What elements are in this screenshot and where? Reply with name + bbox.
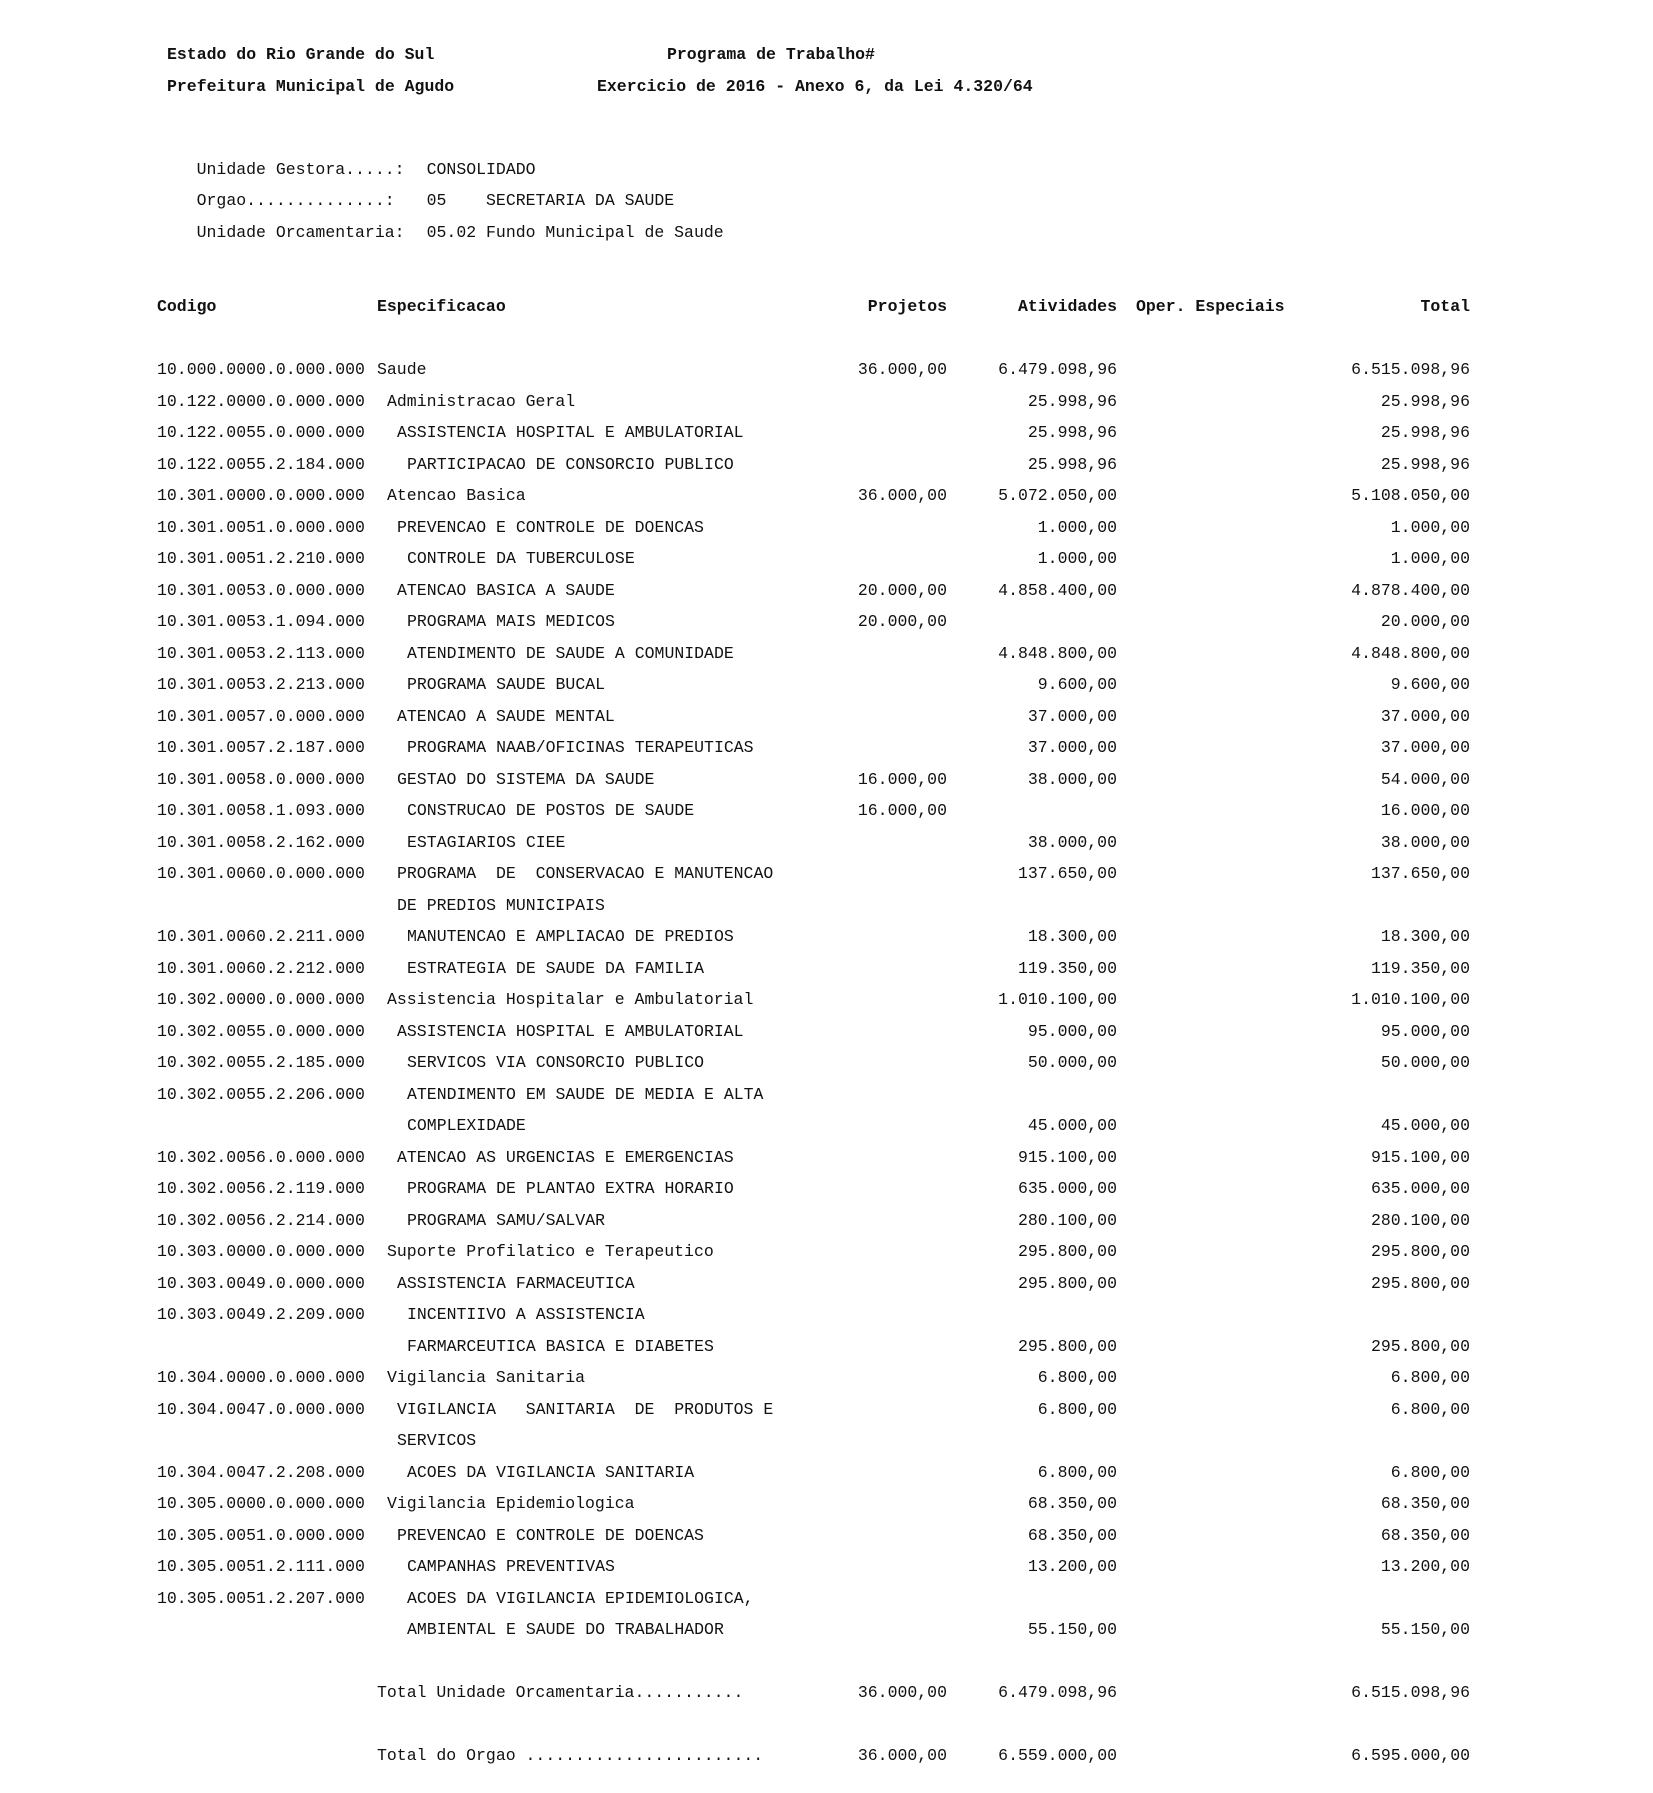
row-especificacao: Vigilancia Sanitaria: [387, 1368, 586, 1387]
table-row: [0, 1620, 1653, 1640]
row-especificacao: Suporte Profilatico e Terapeutico: [387, 1242, 714, 1261]
table-row: [0, 1368, 1653, 1388]
row-especificacao: Vigilancia Epidemiologica: [387, 1494, 635, 1513]
row-code: 10.302.0056.2.214.000: [157, 1211, 365, 1230]
table-row: [0, 423, 1653, 443]
state-name: Estado do Rio Grande do Sul: [167, 45, 435, 64]
row-total: 13.200,00: [1380, 1557, 1470, 1576]
table-row: [0, 801, 1653, 821]
table-row: [0, 1242, 1653, 1262]
table-row: [0, 612, 1653, 632]
table-row: [0, 738, 1653, 758]
row-especificacao: PROGRAMA SAUDE BUCAL: [407, 675, 606, 694]
total-total: 6.595.000,00: [1351, 1746, 1470, 1765]
row-total: 635.000,00: [1370, 1179, 1470, 1198]
row-total: 95.000,00: [1380, 1022, 1470, 1041]
row-atividades: 50.000,00: [1027, 1053, 1117, 1072]
row-atividades: 6.800,00: [1037, 1400, 1117, 1419]
row-code: 10.301.0060.0.000.000: [157, 864, 365, 883]
row-especificacao: ATENCAO BASICA A SAUDE: [397, 581, 615, 600]
table-row: [0, 1494, 1653, 1514]
row-total: 68.350,00: [1380, 1526, 1470, 1545]
row-total: 16.000,00: [1380, 801, 1470, 820]
row-atividades: 295.800,00: [1017, 1242, 1117, 1261]
table-row: [0, 581, 1653, 601]
row-especificacao: ATENCAO AS URGENCIAS E EMERGENCIAS: [397, 1148, 734, 1167]
row-code: 10.303.0000.0.000.000: [157, 1242, 365, 1261]
row-especificacao: ASSISTENCIA HOSPITAL E AMBULATORIAL: [397, 1022, 744, 1041]
row-total: 119.350,00: [1370, 959, 1470, 978]
table-row: [0, 1179, 1653, 1199]
row-code: 10.301.0057.0.000.000: [157, 707, 365, 726]
total-projetos: 36.000,00: [857, 1683, 947, 1702]
row-atividades: 25.998,96: [1027, 423, 1117, 442]
total-label: Total do Orgao ........................: [377, 1746, 764, 1765]
row-atividades: 295.800,00: [1017, 1337, 1117, 1356]
row-code: 10.301.0058.1.093.000: [157, 801, 365, 820]
table-row: [0, 1400, 1653, 1420]
table-row: [0, 518, 1653, 538]
row-code: 10.303.0049.0.000.000: [157, 1274, 365, 1293]
unidade-gestora-label: Unidade Gestora.....:: [196, 160, 405, 179]
row-especificacao: PROGRAMA MAIS MEDICOS: [407, 612, 615, 631]
row-especificacao: GESTAO DO SISTEMA DA SAUDE: [397, 770, 655, 789]
row-projetos: 36.000,00: [857, 486, 947, 505]
row-projetos: 20.000,00: [857, 581, 947, 600]
row-code: 10.122.0055.2.184.000: [157, 455, 365, 474]
row-atividades: 38.000,00: [1027, 770, 1117, 789]
table-row: [0, 1116, 1653, 1136]
row-atividades: 1.000,00: [1037, 549, 1117, 568]
row-atividades: 137.650,00: [1017, 864, 1117, 883]
row-total: 137.650,00: [1370, 864, 1470, 883]
table-row: [0, 1526, 1653, 1546]
row-code: 10.305.0051.2.207.000: [157, 1589, 365, 1608]
row-especificacao: SERVICOS: [397, 1431, 477, 1450]
row-atividades: 280.100,00: [1017, 1211, 1117, 1230]
row-total: 50.000,00: [1380, 1053, 1470, 1072]
table-row: [0, 896, 1653, 916]
table-row: [0, 360, 1653, 380]
row-total: 55.150,00: [1380, 1620, 1470, 1639]
row-code: 10.304.0000.0.000.000: [157, 1368, 365, 1387]
row-especificacao: CAMPANHAS PREVENTIVAS: [407, 1557, 615, 1576]
table-row: [0, 833, 1653, 853]
row-code: 10.305.0000.0.000.000: [157, 1494, 365, 1513]
row-total: 6.800,00: [1390, 1368, 1470, 1387]
row-projetos: 16.000,00: [857, 770, 947, 789]
row-especificacao: PARTICIPACAO DE CONSORCIO PUBLICO: [407, 455, 734, 474]
unidade-orcamentaria-line: [157, 203, 724, 263]
table-row: [0, 486, 1653, 506]
row-atividades: 95.000,00: [1027, 1022, 1117, 1041]
row-especificacao: CONSTRUCAO DE POSTOS DE SAUDE: [407, 801, 695, 820]
column-header-especificacao: Especificacao: [377, 297, 506, 316]
row-especificacao: PREVENCAO E CONTROLE DE DOENCAS: [397, 1526, 704, 1545]
row-atividades: 5.072.050,00: [998, 486, 1117, 505]
row-especificacao: DE PREDIOS MUNICIPAIS: [397, 896, 605, 915]
row-especificacao: MANUTENCAO E AMPLIACAO DE PREDIOS: [407, 927, 734, 946]
row-total: 1.000,00: [1390, 518, 1470, 537]
row-total: 915.100,00: [1370, 1148, 1470, 1167]
row-atividades: 6.479.098,96: [998, 360, 1117, 379]
total-label: Total Unidade Orcamentaria...........: [377, 1683, 744, 1702]
table-row: [0, 675, 1653, 695]
row-code: 10.302.0055.2.206.000: [157, 1085, 365, 1104]
table-row: [0, 770, 1653, 790]
row-atividades: 37.000,00: [1027, 738, 1117, 757]
total-projetos: 36.000,00: [857, 1746, 947, 1765]
row-atividades: 37.000,00: [1027, 707, 1117, 726]
row-code: 10.301.0053.1.094.000: [157, 612, 365, 631]
row-especificacao: ASSISTENCIA HOSPITAL E AMBULATORIAL: [397, 423, 744, 442]
row-atividades: 4.848.800,00: [998, 644, 1117, 663]
row-especificacao: INCENTIIVO A ASSISTENCIA: [407, 1305, 645, 1324]
table-row: [0, 1274, 1653, 1294]
row-total: 6.800,00: [1390, 1463, 1470, 1482]
table-row: [0, 1431, 1653, 1451]
total-row: [0, 1746, 1653, 1766]
table-row: [0, 1589, 1653, 1609]
table-row: [0, 959, 1653, 979]
municipality-name: Prefeitura Municipal de Agudo: [167, 77, 455, 96]
total-row: [0, 1683, 1653, 1703]
row-especificacao: CONTROLE DA TUBERCULOSE: [407, 549, 635, 568]
row-code: 10.302.0000.0.000.000: [157, 990, 365, 1009]
table-row: [0, 1148, 1653, 1168]
table-row: [0, 1022, 1653, 1042]
table-row: [0, 1337, 1653, 1357]
row-code: 10.305.0051.2.111.000: [157, 1557, 365, 1576]
row-total: 25.998,96: [1380, 455, 1470, 474]
row-code: 10.301.0060.2.212.000: [157, 959, 365, 978]
row-total: 20.000,00: [1380, 612, 1470, 631]
table-row: [0, 1053, 1653, 1073]
row-total: 6.800,00: [1390, 1400, 1470, 1419]
row-especificacao: PROGRAMA SAMU/SALVAR: [407, 1211, 606, 1230]
row-code: 10.304.0047.0.000.000: [157, 1400, 365, 1419]
column-header-codigo: Codigo: [157, 297, 217, 316]
row-code: 10.301.0000.0.000.000: [157, 486, 365, 505]
row-atividades: 68.350,00: [1027, 1526, 1117, 1545]
row-especificacao: ESTRATEGIA DE SAUDE DA FAMILIA: [407, 959, 705, 978]
row-total: 4.878.400,00: [1351, 581, 1470, 600]
row-especificacao: ATENDIMENTO EM SAUDE DE MEDIA E ALTA: [407, 1085, 764, 1104]
row-atividades: 25.998,96: [1027, 392, 1117, 411]
table-row: [0, 549, 1653, 569]
row-code: 10.302.0055.0.000.000: [157, 1022, 365, 1041]
row-projetos: 20.000,00: [857, 612, 947, 631]
row-atividades: 55.150,00: [1027, 1620, 1117, 1639]
row-total: 38.000,00: [1380, 833, 1470, 852]
row-code: 10.302.0055.2.185.000: [157, 1053, 365, 1072]
row-especificacao: PROGRAMA DE CONSERVACAO E MANUTENCAO: [397, 864, 774, 883]
orgao-value: 05 SECRETARIA DA SAUDE: [426, 191, 675, 210]
row-atividades: 6.800,00: [1037, 1463, 1117, 1482]
row-code: 10.305.0051.0.000.000: [157, 1526, 365, 1545]
exercise-title: Exercicio de 2016 - Anexo 6, da Lei 4.320/64: [597, 77, 1033, 96]
row-total: 295.800,00: [1370, 1337, 1470, 1356]
row-code: 10.301.0053.2.213.000: [157, 675, 365, 694]
row-total: 18.300,00: [1380, 927, 1470, 946]
row-especificacao: VIGILANCIA SANITARIA DE PRODUTOS E: [397, 1400, 774, 1419]
row-total: 280.100,00: [1370, 1211, 1470, 1230]
row-especificacao: PROGRAMA DE PLANTAO EXTRA HORARIO: [407, 1179, 734, 1198]
total-atividades: 6.559.000,00: [998, 1746, 1117, 1765]
unidade-gestora-value: CONSOLIDADO: [426, 160, 536, 179]
row-code: 10.000.0000.0.000.000: [157, 360, 365, 379]
row-code: 10.122.0055.0.000.000: [157, 423, 365, 442]
row-total: 1.000,00: [1390, 549, 1470, 568]
row-especificacao: COMPLEXIDADE: [407, 1116, 526, 1135]
column-header-atividades: Atividades: [1017, 297, 1117, 316]
row-code: 10.301.0060.2.211.000: [157, 927, 365, 946]
table-row: [0, 1463, 1653, 1483]
column-header-total: Total: [1420, 297, 1470, 316]
table-row: [0, 990, 1653, 1010]
row-especificacao: Saude: [377, 360, 427, 379]
row-code: 10.301.0051.2.210.000: [157, 549, 365, 568]
row-atividades: 6.800,00: [1037, 1368, 1117, 1387]
row-code: 10.301.0053.0.000.000: [157, 581, 365, 600]
row-total: 37.000,00: [1380, 738, 1470, 757]
row-total: 25.998,96: [1380, 423, 1470, 442]
row-total: 37.000,00: [1380, 707, 1470, 726]
row-code: 10.301.0057.2.187.000: [157, 738, 365, 757]
row-especificacao: ACOES DA VIGILANCIA EPIDEMIOLOGICA,: [407, 1589, 754, 1608]
row-code: 10.301.0053.2.113.000: [157, 644, 365, 663]
table-row: [0, 927, 1653, 947]
row-code: 10.304.0047.2.208.000: [157, 1463, 365, 1482]
total-atividades: 6.479.098,96: [998, 1683, 1117, 1702]
orgao-label: Orgao..............:: [196, 191, 395, 210]
table-row: [0, 455, 1653, 475]
program-title: Programa de Trabalho#: [667, 45, 875, 64]
row-total: 295.800,00: [1370, 1242, 1470, 1261]
row-especificacao: ASSISTENCIA FARMACEUTICA: [397, 1274, 635, 1293]
row-total: 68.350,00: [1380, 1494, 1470, 1513]
row-atividades: 1.000,00: [1037, 518, 1117, 537]
row-especificacao: FARMARCEUTICA BASICA E DIABETES: [407, 1337, 714, 1356]
row-atividades: 635.000,00: [1017, 1179, 1117, 1198]
table-row: [0, 644, 1653, 664]
row-atividades: 1.010.100,00: [998, 990, 1117, 1009]
row-total: 6.515.098,96: [1351, 360, 1470, 379]
row-atividades: 68.350,00: [1027, 1494, 1117, 1513]
row-total: 25.998,96: [1380, 392, 1470, 411]
row-atividades: 38.000,00: [1027, 833, 1117, 852]
row-especificacao: ESTAGIARIOS CIEE: [407, 833, 566, 852]
table-row: [0, 1557, 1653, 1577]
table-row: [0, 392, 1653, 412]
row-total: 9.600,00: [1390, 675, 1470, 694]
row-total: 295.800,00: [1370, 1274, 1470, 1293]
row-atividades: 45.000,00: [1027, 1116, 1117, 1135]
unidade-orcamentaria-value: 05.02 Fundo Municipal de Saude: [426, 223, 724, 242]
row-code: 10.302.0056.0.000.000: [157, 1148, 365, 1167]
column-header-projetos: Projetos: [867, 297, 947, 316]
row-code: 10.302.0056.2.119.000: [157, 1179, 365, 1198]
row-especificacao: ACOES DA VIGILANCIA SANITARIA: [407, 1463, 695, 1482]
row-total: 4.848.800,00: [1351, 644, 1470, 663]
row-atividades: 9.600,00: [1037, 675, 1117, 694]
table-row: [0, 1305, 1653, 1325]
row-especificacao: PREVENCAO E CONTROLE DE DOENCAS: [397, 518, 704, 537]
row-code: 10.303.0049.2.209.000: [157, 1305, 365, 1324]
row-especificacao: Assistencia Hospitalar e Ambulatorial: [387, 990, 754, 1009]
unidade-orcamentaria-label: Unidade Orcamentaria:: [196, 223, 405, 242]
row-projetos: 36.000,00: [857, 360, 947, 379]
row-especificacao: ATENDIMENTO DE SAUDE A COMUNIDADE: [407, 644, 734, 663]
row-projetos: 16.000,00: [857, 801, 947, 820]
row-total: 54.000,00: [1380, 770, 1470, 789]
row-especificacao: Atencao Basica: [387, 486, 526, 505]
row-atividades: 18.300,00: [1027, 927, 1117, 946]
row-total: 45.000,00: [1380, 1116, 1470, 1135]
row-code: 10.301.0058.0.000.000: [157, 770, 365, 789]
row-total: 1.010.100,00: [1351, 990, 1470, 1009]
row-atividades: 295.800,00: [1017, 1274, 1117, 1293]
row-code: 10.301.0058.2.162.000: [157, 833, 365, 852]
row-atividades: 119.350,00: [1017, 959, 1117, 978]
row-especificacao: Administracao Geral: [387, 392, 576, 411]
row-especificacao: AMBIENTAL E SAUDE DO TRABALHADOR: [407, 1620, 724, 1639]
row-atividades: 25.998,96: [1027, 455, 1117, 474]
row-especificacao: PROGRAMA NAAB/OFICINAS TERAPEUTICAS: [407, 738, 754, 757]
row-atividades: 915.100,00: [1017, 1148, 1117, 1167]
column-header-oper-especiais: Oper. Especiais: [1136, 297, 1285, 316]
row-atividades: 13.200,00: [1027, 1557, 1117, 1576]
table-row: [0, 707, 1653, 727]
total-total: 6.515.098,96: [1351, 1683, 1470, 1702]
row-total: 5.108.050,00: [1351, 486, 1470, 505]
row-code: 10.122.0000.0.000.000: [157, 392, 365, 411]
row-especificacao: ATENCAO A SAUDE MENTAL: [397, 707, 615, 726]
table-row: [0, 864, 1653, 884]
table-row: [0, 1211, 1653, 1231]
row-code: 10.301.0051.0.000.000: [157, 518, 365, 537]
row-especificacao: SERVICOS VIA CONSORCIO PUBLICO: [407, 1053, 705, 1072]
table-row: [0, 1085, 1653, 1105]
row-atividades: 4.858.400,00: [998, 581, 1117, 600]
